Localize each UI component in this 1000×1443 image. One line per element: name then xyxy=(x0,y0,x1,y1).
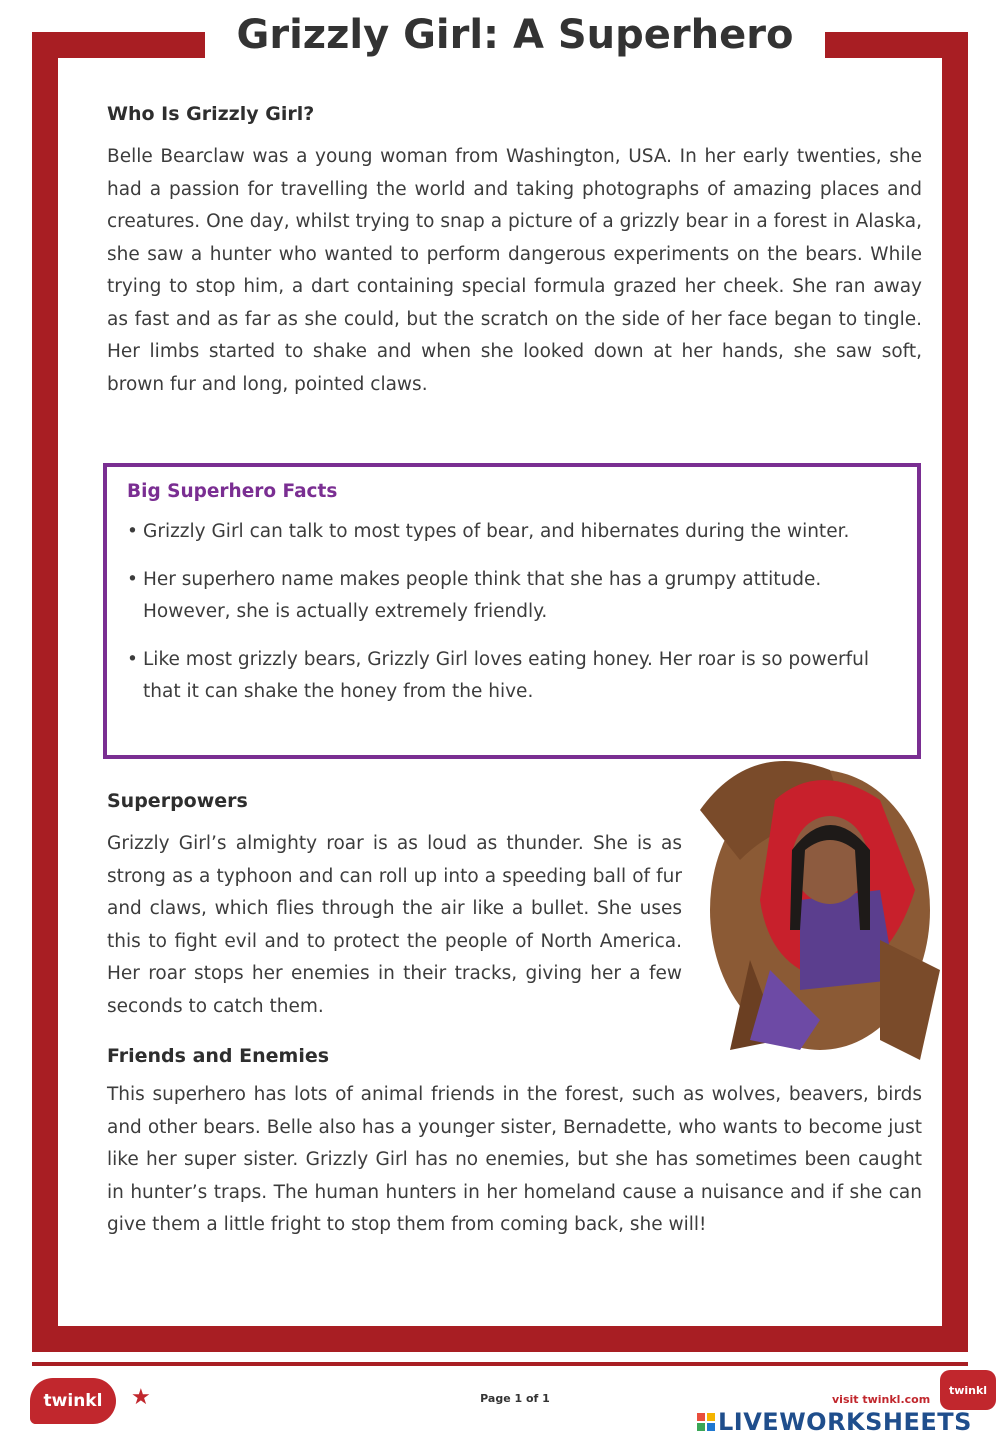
title-banner xyxy=(205,0,825,70)
twinkl-mini-logo: twinkl xyxy=(940,1370,996,1410)
liveworksheets-icon xyxy=(697,1413,715,1431)
section-who xyxy=(107,103,922,401)
section-text-who: Belle Bearclaw was a young woman from Washington, USA. In her early twenties, she had a passion for travelling the world and taking photographs of amazing places and creatures. One day, whilst trying to snap a picture of a grizzly bear in a forest in Alaska, she saw a hunter who wanted to perform dangerous experiments on the bears. While trying to stop him, a dart containing special formula grazed her cheek. She ran away as fast and as far as she could, but the scratch on the side of her face began to tingle. Her limbs started to shake and when she looked down at her hands, she saw soft, brown fur and long, pointed claws. xyxy=(107,146,922,395)
liveworksheets-watermark xyxy=(697,1408,972,1436)
section-heading-superpowers: Superpowers xyxy=(107,790,248,812)
section-superpowers xyxy=(107,790,682,1023)
fact-item: • Grizzly Girl can talk to most types of bear, and hibernates during the winter. xyxy=(127,516,897,549)
fact-item: • Her superhero name makes people think that she has a grumpy attitude. However, she is actually extremely friendly. xyxy=(127,564,897,629)
section-text-friends: This superhero has lots of animal friends in the forest, such as wolves, beavers, birds and other bears. Belle also has a younger sister, Bernadette, who wants to become just like her super sister. Grizzly Girl has no enemies, but she has sometimes been caught in hunter’s traps. The human hunters in her homeland cause a nuisance and if she can give them a little fright to stop them from coming back, she will! xyxy=(107,1084,922,1235)
fact-item: • Like most grizzly bears, Grizzly Girl loves eating honey. Her roar is so powerful that it can shake the honey from the hive. xyxy=(127,644,897,709)
star-icon: ★ xyxy=(131,1385,151,1410)
footer-divider xyxy=(32,1362,968,1366)
section-text-superpowers: Grizzly Girl’s almighty roar is as loud as thunder. She is as strong as a typhoon and can roll up into a speeding ball of fur and claws, which flies through the air like a bullet. She uses this to fight evil and to protect the people of North America. Her roar stops her enemies in their tracks, giving her a few seconds to catch them. xyxy=(107,833,682,1017)
facts-list xyxy=(127,516,897,709)
grizzly-girl-illustration xyxy=(680,740,950,1070)
facts-heading: Big Superhero Facts xyxy=(127,481,338,502)
page-number: Page 1 of 1 xyxy=(480,1392,550,1405)
section-friends xyxy=(107,1045,922,1242)
facts-box xyxy=(103,463,921,759)
visit-link[interactable]: visit twinkl.com xyxy=(832,1393,931,1406)
section-heading-friends: Friends and Enemies xyxy=(107,1045,330,1067)
twinkl-logo[interactable]: twinkl xyxy=(30,1378,116,1424)
watermark-text: LIVEWORKSHEETS xyxy=(718,1408,972,1436)
section-heading-who: Who Is Grizzly Girl? xyxy=(107,103,315,125)
page-title: Grizzly Girl: A Superhero xyxy=(236,12,794,58)
